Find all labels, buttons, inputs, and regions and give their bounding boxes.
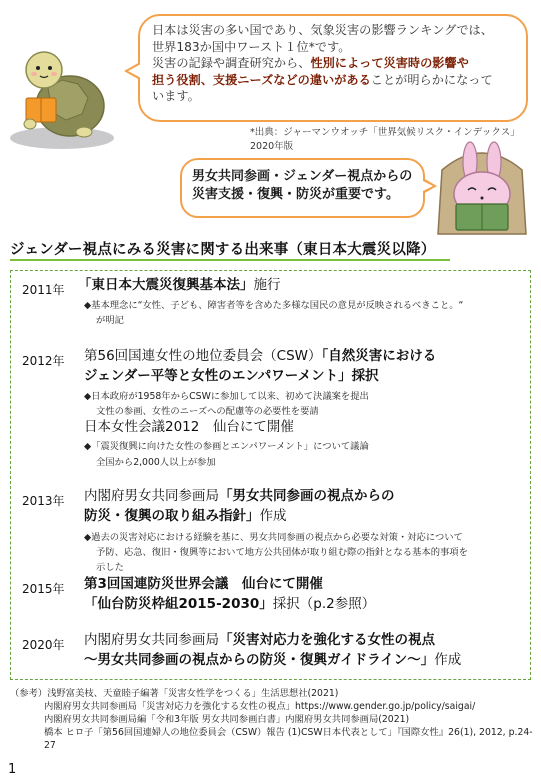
note-2012-conf-line-2: 全国から2,000人以上が参加: [96, 457, 216, 468]
intro-line-3: [152, 55, 524, 72]
intro-line-1: 日本は災害の多い国であり、気象災害の影響ランキングでは、: [152, 23, 493, 37]
note-2012-csw-line-2: 文性の参画、女性のニーズへの配慮等の必要性を要請: [96, 406, 319, 417]
year-2015: 2015年: [22, 582, 65, 596]
year-2020: 2020年: [22, 638, 65, 652]
note-2012-conf-line-1: ◆「震災復興に向けた女性の参画とエンパワーメント」について議論: [84, 441, 369, 452]
source-note: *出典：ジャーマンウオッチ「世界気候リスク・インデックス」2020年版: [250, 127, 520, 152]
event-2013-line-2: [84, 507, 287, 526]
intro-bubble-tail-inner: [128, 64, 141, 78]
event-2015-title-1: 第3回国連防災世界会議 仙台にて開催: [84, 576, 323, 592]
event-2012-csw-title-1: 「自然災害における: [321, 348, 437, 364]
references: [10, 687, 535, 752]
intro-line-4: [152, 72, 524, 89]
note-2011-line-2: が明記: [96, 315, 124, 326]
turtle-reading-illustration: [4, 40, 124, 152]
event-2012-csw-title-2: ジェンダー平等と女性のエンパワーメント」: [84, 368, 352, 384]
event-2012-csw-action: 採択: [351, 368, 379, 384]
reference-4: 橋本 ヒロ子「第56回国連婦人の地位委員会（CSW）報告 (1)CSW日本代表として」『国際女性』26(1), 2012, p.24-27: [44, 727, 533, 751]
event-2020: [84, 631, 435, 650]
intro-line-3-text: 災害の記録や調査研究から、: [152, 56, 311, 71]
event-2013: [84, 487, 395, 506]
intro-line-4-highlight: 担う役割、支援ニーズなどの違いがある: [152, 72, 371, 87]
message-text: [192, 168, 418, 204]
year-2013: 2013年: [22, 494, 65, 508]
message-line-2: 災害支援・復興・防災が重要です。: [192, 187, 399, 202]
event-2020-title-1: 「災害対応力を強化する女性の視点: [219, 632, 435, 648]
event-2011-action: 施行: [253, 277, 281, 293]
event-2013-org: 内閣府男女共同参画局: [84, 488, 219, 504]
event-2015-action: 採択（p.2参照）: [272, 596, 376, 612]
event-2015-line-2: [84, 595, 375, 614]
intro-text: [152, 22, 524, 105]
event-2012-csw: [84, 347, 436, 366]
event-2015-title-2: 「仙台防災枠組2015-2030」: [84, 596, 273, 612]
intro-line-5: います。: [152, 89, 200, 104]
event-2020-title-2: ～男女共同参画の視点からの防災・復興ガイドライン～」: [84, 652, 435, 668]
section-title: ジェンダー視点にみる災害に関する出来事（東日本大震災以降）: [10, 242, 436, 258]
intro-line-4-text: ことが明らかになって: [370, 72, 493, 87]
note-2011-line-1: ◆基本理念に“女性、子ども、障害者等を含めた多様な国民の意見が反映されるべきこと。“: [84, 300, 464, 311]
reference-1: （参考）浅野富美枝、天童睦子編著「災害女性学をつくる」生活思想社(2021): [10, 688, 339, 699]
reference-2: 内閣府男女共同参画局「災害対応力を強化する女性の視点」https://www.gender.go.jp/policy/saigai/: [44, 701, 476, 712]
timeline-box: [10, 270, 531, 680]
event-2011-title: 「東日本大震災復興基本法」: [78, 277, 254, 293]
event-2015: [84, 575, 323, 594]
note-2013-line-1: ◆過去の災害対応における経験を基に、男女共同参画の視点から必要な対策・対応について: [84, 532, 463, 543]
event-2020-line-2: [84, 651, 461, 670]
page-number: 1: [8, 762, 17, 777]
intro-line-2: 世界183か国中ワースト１位*です。: [152, 39, 351, 54]
event-2011: [78, 276, 281, 295]
message-line-1: 男女共同参画・ジェンダー視点からの: [192, 169, 413, 184]
section-underline: [10, 259, 450, 261]
event-2013-title-1: 「男女共同参画の視点からの: [219, 488, 395, 504]
intro-line-3-highlight: 性別によって災害時の影響や: [310, 56, 469, 71]
note-2012-csw-line-1: ◆日本政府が1958年からCSWに参加して以来、初めて決議案を提出: [84, 391, 369, 402]
reference-3: 内閣府男女共同参画局編「令和3年版 男女共同参画白書」内閣府男女共同参画局(2021): [44, 714, 410, 725]
event-2012-csw-org: 第56回国連女性の地位委員会（CSW）: [84, 348, 322, 364]
event-2012-conference: 日本女性会議2012 仙台にて開催: [84, 419, 294, 435]
year-2011: 2011年: [22, 283, 65, 297]
year-2012: 2012年: [22, 354, 65, 368]
event-2020-org: 内閣府男女共同参画局: [84, 632, 219, 648]
note-2013-line-2: 予防、応急、復旧・復興等において地方公共団体が取り組む際の指針となる基本的事項を: [96, 547, 468, 558]
rabbit-reading-illustration: [428, 140, 536, 236]
event-2020-action: 作成: [434, 652, 462, 668]
event-2013-title-2: 防災・復興の取り組み指針」: [84, 508, 260, 524]
note-2013-line-3: 示した: [96, 562, 124, 573]
event-2013-action: 作成: [259, 508, 287, 524]
event-2012-csw-line-2: [84, 367, 379, 386]
